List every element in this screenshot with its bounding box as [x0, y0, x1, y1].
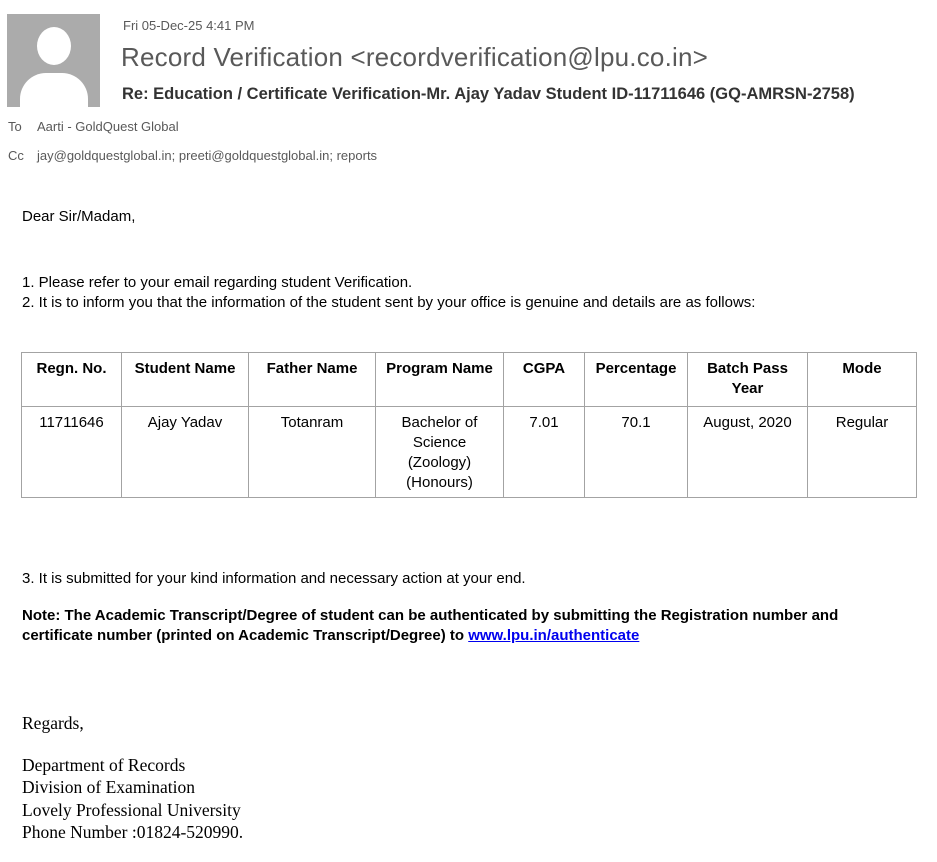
cc-recipients[interactable]: jay@goldquestglobal.in; preeti@goldquestglobal.in; reports [37, 148, 378, 163]
body-points [22, 273, 822, 312]
note-text: Note: The Academic Transcript/Degree of student can be authenticated by submitting the Registration number and certificate number (printed on Academic Transcript/Degree) to [22, 607, 839, 644]
student-verification-table [21, 352, 917, 498]
signature-division: Division of Examination [22, 777, 196, 797]
signature-phone: Phone Number :01824-520990. [22, 822, 244, 842]
signature-block [22, 712, 917, 844]
col-header-percentage: Percentage [585, 353, 688, 407]
to-row [8, 119, 179, 134]
col-header-father-name: Father Name [249, 353, 376, 407]
sender-avatar[interactable] [7, 14, 100, 107]
cell-percentage: 70.1 [585, 407, 688, 498]
message-timestamp: Fri 05-Dec-25 4:41 PM [123, 18, 255, 33]
message-subject: Re: Education / Certificate Verification-Mr. Ajay Yadav Student ID-11711646 (GQ-AMRSN-2758) [122, 85, 855, 103]
body-point-3: 3. It is submitted for your kind information and necessary action at your end. [22, 570, 526, 587]
person-placeholder-icon [20, 73, 88, 107]
body-point-2: 2. It is to inform you that the information of the student sent by your office is genuine and details are as follows: [22, 293, 756, 311]
salutation: Dear Sir/Madam, [22, 208, 136, 225]
col-header-student-name: Student Name [122, 353, 249, 407]
to-label: To [8, 119, 22, 134]
col-header-program-name: Program Name [376, 353, 504, 407]
cell-father-name: Totanram [249, 407, 376, 498]
signature-department: Department of Records [22, 754, 186, 775]
signature-closing: Regards, [22, 713, 84, 733]
cell-program-name: Bachelor of Science (Zoology) (Honours) [376, 407, 504, 498]
cell-regn-no: 11711646 [22, 407, 122, 498]
cc-row [8, 148, 377, 163]
authenticate-link[interactable]: www.lpu.in/authenticate [468, 627, 640, 644]
to-recipient[interactable]: Aarti - GoldQuest Global [37, 119, 179, 134]
authentication-note [22, 606, 840, 646]
cell-student-name: Ajay Yadav [122, 407, 249, 498]
col-header-mode: Mode [808, 353, 917, 407]
body-point-1: 1. Please refer to your email regarding student Verification. [22, 274, 413, 291]
person-placeholder-icon [37, 27, 71, 65]
sender-name-email[interactable]: Record Verification <recordverification@lpu.co.in> [121, 42, 709, 72]
col-header-regn-no: Regn. No. [22, 353, 122, 407]
col-header-cgpa: CGPA [504, 353, 585, 407]
cc-label: Cc [8, 148, 24, 163]
cell-mode: Regular [808, 407, 917, 498]
table-row [22, 407, 917, 498]
col-header-batch-pass-year: Batch Pass Year [688, 353, 808, 407]
message-body [22, 207, 917, 844]
cell-batch-pass-year: August, 2020 [688, 407, 808, 498]
cell-cgpa: 7.01 [504, 407, 585, 498]
signature-university: Lovely Professional University [22, 799, 241, 820]
table-header-row [22, 353, 917, 407]
